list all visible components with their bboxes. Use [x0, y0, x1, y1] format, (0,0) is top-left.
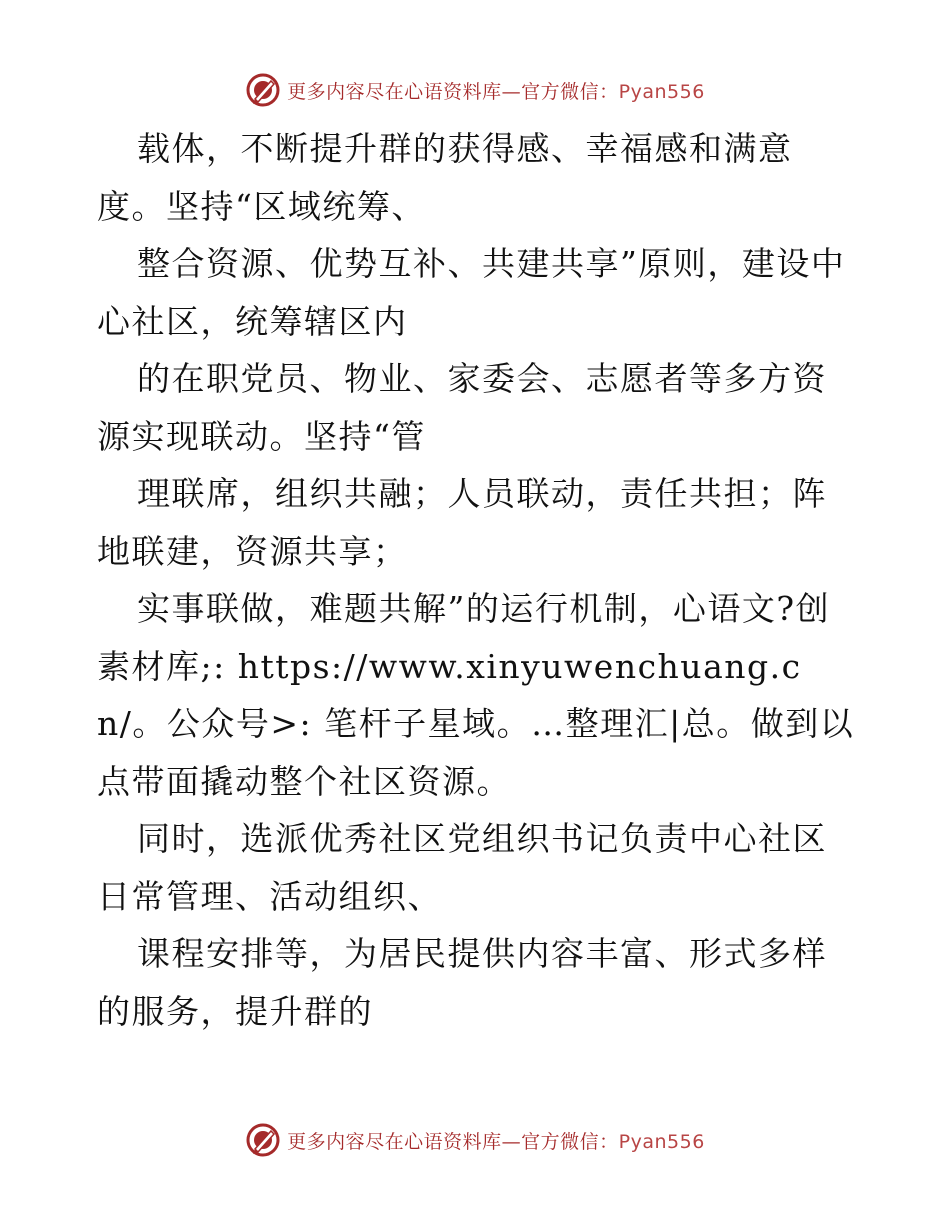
footer-wechat-id: Pyan556 — [618, 1130, 705, 1153]
header-watermark-text — [287, 77, 705, 104]
paragraph: 理联席，组织共融；人员联动，责任共担；阵地联建，资源共享； — [97, 474, 827, 571]
paragraph: 的在职党员、物业、家委会、志愿者等多方资源实现联动。坚持“管 — [97, 359, 827, 456]
paragraph: 整合资源、优势互补、共建共享”原则，建设中心社区，统筹辖区内 — [97, 244, 846, 341]
header-wechat-id: Pyan556 — [618, 80, 705, 103]
footer-watermark — [0, 1120, 950, 1160]
paragraph: 载体，不断提升群的获得感、幸福感和满意度。坚持“区域统筹、 — [97, 129, 793, 226]
pen-logo-icon — [245, 72, 281, 108]
document-body — [97, 120, 857, 1040]
footer-watermark-label: 更多内容尽在心语资料库—官方微信： — [287, 1130, 619, 1153]
header-watermark — [0, 70, 950, 110]
paragraph: 课程安排等，为居民提供内容丰富、形式多样的服务，提升群的 — [97, 934, 827, 1031]
header-watermark-label: 更多内容尽在心语资料库—官方微信： — [287, 80, 619, 103]
paragraph: 同时，选派优秀社区党组织书记负责中心社区日常管理、活动组织、 — [97, 819, 827, 916]
footer-watermark-text — [287, 1127, 705, 1154]
pen-logo-icon — [245, 1122, 281, 1158]
paragraph: 实事联做，难题共解”的运行机制，心语文?创素材库;: https://www.xinyuwenchuang.cn/。公众号>: 笔杆子星域。…整理汇|总。做到以点带面撬动整个社区资源。 — [97, 589, 855, 801]
